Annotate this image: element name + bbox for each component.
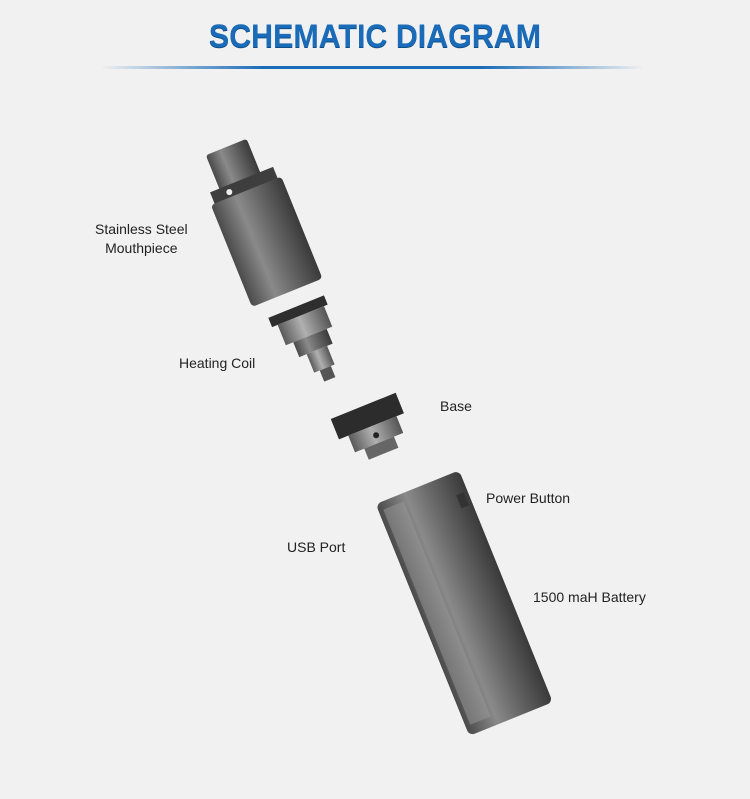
label-usb-port: USB Port [287,539,346,555]
page-title: SCHEMATIC DIAGRAM [208,18,542,54]
label-mouthpiece [95,220,188,258]
base-part [331,393,415,467]
mouthpiece-part [193,132,323,307]
label-battery: 1500 maH Battery [533,589,646,605]
label-mouthpiece-line2: Mouthpiece [105,240,178,256]
label-mouthpiece-line1: Stainless Steel [95,221,188,237]
label-base: Base [440,398,472,414]
battery-part [376,470,553,736]
label-power-button: Power Button [486,490,571,506]
heating-coil-part [268,295,354,392]
label-heating-coil: Heating Coil [179,355,256,371]
